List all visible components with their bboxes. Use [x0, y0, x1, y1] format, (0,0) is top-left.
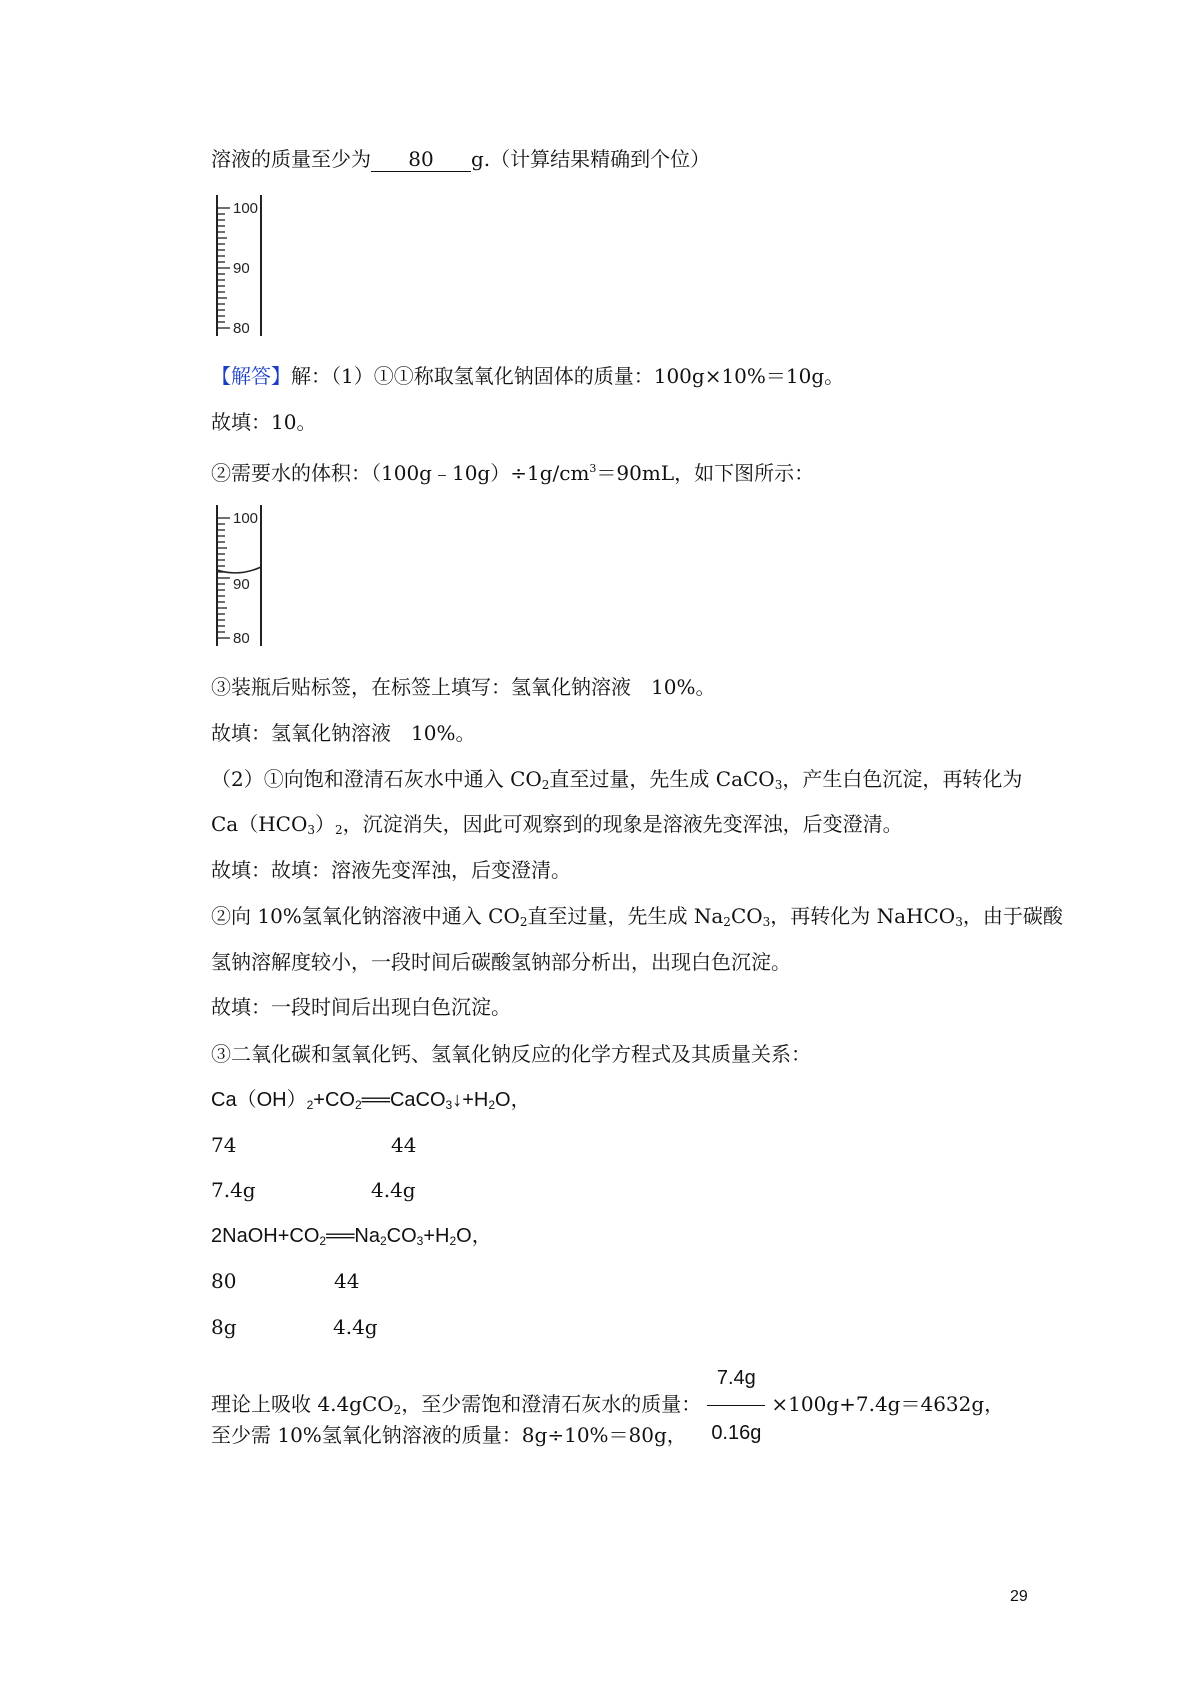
equation-2-molar-row: 80 44 [211, 1269, 360, 1293]
equation-2-mass-row: 8g 4.4g [211, 1315, 378, 1339]
part2c-intro: ③二氧化碳和氢氧化钙、氢氧化钠反应的化学方程式及其质量关系： [211, 1042, 811, 1066]
last-line: 至少需 10%氢氧化钠溶液的质量：8g÷10%＝80g， [211, 1423, 687, 1447]
part2b-fill: 故填：一段时间后出现白色沉淀。 [211, 995, 511, 1019]
tick-label-80: 80 [233, 320, 250, 337]
tick-label-100: 100 [233, 200, 259, 217]
equation-1-mass-row: 7.4g 4.4g [211, 1178, 416, 1202]
tick-label-100: 100 [233, 510, 259, 527]
tick-label-90: 90 [233, 260, 250, 277]
equation-1: $Ca(OH)_2+CO_2══CaCO_3↓+H_2O$， [211, 1089, 531, 1112]
intro-text-after: g.（计算结果精确到个位） [471, 147, 711, 171]
part2-fill: 故填：故填：溶液先变浑浊，后变澄清。 [211, 858, 571, 882]
part2-line-1: （2）①向饱和澄清石灰水中通入 $CO_2$直至过量，先生成 CaCO$_3$，产生白色沉淀，再转化为 [211, 767, 1023, 792]
graduated-cylinder-figure-1 [214, 193, 274, 343]
answer-text: 解：（1）①①称取氢氧化钠固体的质量：100g×10%＝10g。 [291, 364, 845, 388]
answer-header [211, 362, 844, 390]
fill-line-2: 故填：氢氧化钠溶液 10%。 [211, 721, 476, 745]
answer-blank: 80 [371, 147, 471, 172]
equation-2: $2NaOH+CO_2══Na_2CO_3+H_2O$， [211, 1225, 492, 1248]
page-number: 29 [1010, 1588, 1028, 1605]
part2b-line-2: 氢钠溶解度较小，一段时间后碳酸氢钠部分析出，出现白色沉淀。 [211, 950, 791, 974]
answer-tag: 【解答】 [211, 364, 291, 388]
meniscus [217, 567, 261, 573]
step-2: ②需要水的体积：$(100g﹣10g)\div 1g/cm^3=90mL$，如下图所示： [211, 461, 815, 485]
equation-1-molar-row: 74 44 [211, 1133, 417, 1157]
intro-text: 溶液的质量至少为 [211, 147, 371, 171]
fill-line-1: 故填：10。 [211, 410, 317, 434]
fraction: $\frac{7.4g}{0.16g}$ [707, 1353, 765, 1458]
graduated-cylinder-figure-2 [214, 503, 274, 653]
theory-line: 理论上吸收 4.4gCO$_2$，至少需饱和澄清石灰水的质量： $\frac{7.4g}{0.16g}$ ×100g+7.4g＝4632g， [211, 1353, 1004, 1458]
step-3: ③装瓶后贴标签，在标签上填写：氢氧化钠溶液 10%。 [211, 675, 716, 699]
intro-line [211, 145, 710, 173]
tick-label-90: 90 [233, 576, 250, 593]
part2-line-2: $Ca(HCO_3)_2$，沉淀消失，因此可观察到的现象是溶液先变浑浊，后变澄清。 [211, 812, 903, 837]
tick-label-80: 80 [233, 630, 250, 647]
part2b-line-1: ②向 10%氢氧化钠溶液中通入 $CO_2$直至过量，先生成 $Na_2CO_3$，再转化为 NaHCO$_3$，由于碳酸 [211, 904, 1063, 929]
